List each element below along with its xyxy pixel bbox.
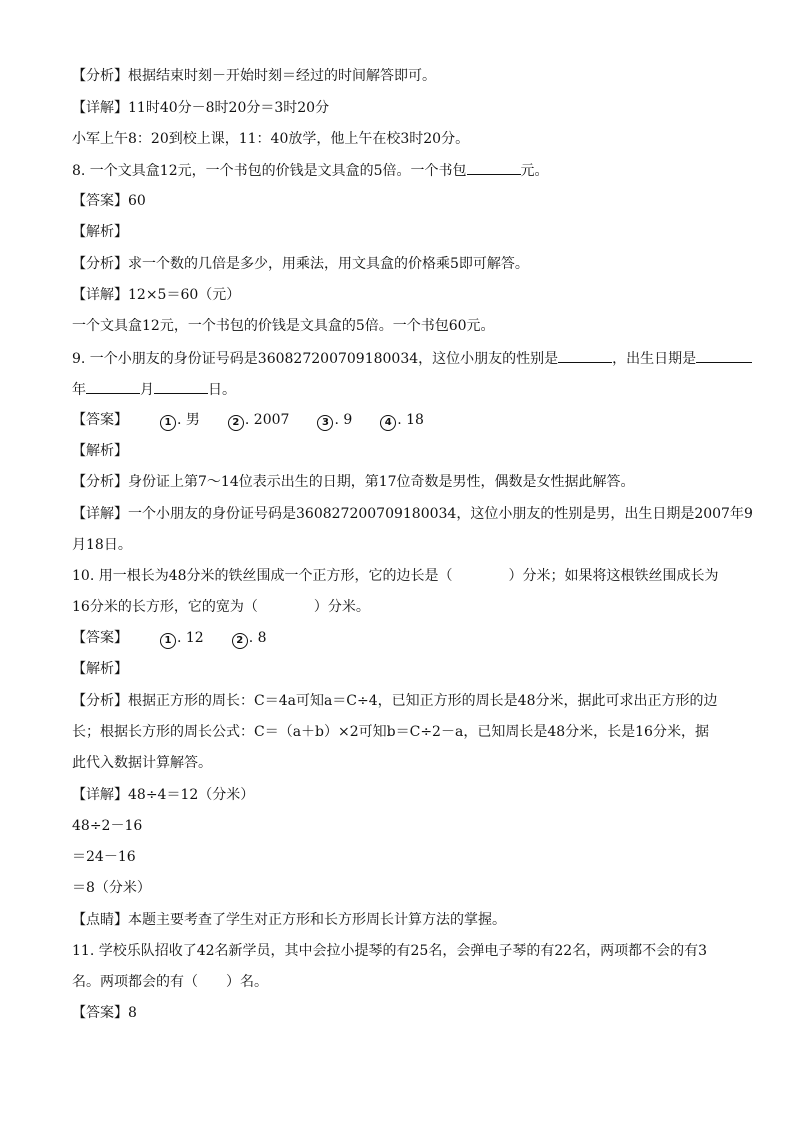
jiexi-tag: 【解析】 (72, 224, 128, 240)
answer-tag: 【答案】 (72, 193, 128, 209)
jiexi-tag: 【解析】 (72, 661, 128, 677)
answer-tag: 【答案】 (72, 412, 128, 428)
q9-stem-text: 9. 一个小朋友的身份证号码是360827200709180034，这位小朋友的性别是 (72, 351, 559, 367)
answer-value: 60 (128, 193, 146, 209)
gender-blank (558, 348, 612, 363)
detail-text: 12×5＝60（元） (128, 287, 241, 303)
month-label: 月 (140, 382, 154, 398)
q10-detail-line-3: ＝24－16 (72, 849, 136, 865)
jiexi-tag: 【解析】 (72, 443, 128, 459)
q8-stem-unit: 元。 (520, 163, 549, 179)
answer-tag: 【答案】 (72, 1005, 128, 1021)
q10-detail-line-4: ＝8（分米） (72, 880, 151, 896)
q11-answer-line (72, 1003, 137, 1023)
q7-analysis-line (72, 66, 436, 86)
q10-detail-line-2: 48÷2－16 (72, 818, 143, 834)
year-label: 年 (72, 382, 86, 398)
day-label: 日。 (208, 382, 236, 398)
q10-analysis-line-2: 长；根据长方形的周长公式：C＝（a＋b）×2可知b＝C÷2－a，已知周长是48分米，长是16分米，据 (72, 724, 709, 740)
q10-stem-line-2: 16分米的长方形，它的宽为（ ）分米。 (72, 599, 370, 615)
q9-jiexi-tag (72, 441, 128, 461)
q11-stem-line-1: 11. 学校乐队招收了42名新学员，其中会拉小提琴的有25名，会弹电子琴的有22名，两项都不会的有3 (72, 943, 708, 959)
q10-jiexi-tag (72, 659, 128, 679)
analysis-text: 根据正方形的周长：C＝4a可知a＝C÷4，已知正方形的周长是48分米，据此可求出正方形的边 (128, 693, 718, 709)
q9-analysis-line (72, 472, 635, 492)
detail-text: 一个小朋友的身份证号码是360827200709180034，这位小朋友的性别是男，出生日期是2007年9 (128, 506, 753, 522)
detail-text: 48÷4＝12（分米） (128, 787, 255, 803)
answer-value: . 8 (248, 630, 267, 646)
q10-stem-line-1: 10. 用一根长为48分米的铁丝围成一个正方形，它的边长是（ ）分米；如果将这根铁丝围成长为 (72, 568, 719, 584)
day-blank (154, 379, 208, 394)
analysis-tag: 【分析】 (72, 256, 128, 272)
q8-answer-line (72, 191, 146, 211)
analysis-text: 求一个数的几倍是多少，用乘法，用文具盒的价格乘5即可解答。 (128, 256, 529, 272)
analysis-tag: 【分析】 (72, 474, 128, 490)
answer-value: 8 (128, 1005, 137, 1021)
comment-tag: 【点睛】 (72, 912, 128, 928)
circled-number: 3 (317, 415, 333, 431)
year-blank (696, 348, 752, 363)
q8-analysis-line (72, 254, 529, 274)
detail-tag: 【详解】 (72, 787, 128, 803)
month-blank (86, 379, 140, 394)
q11-stem-line-2: 名。两项都会的有（ ）名。 (72, 974, 268, 990)
q10-detail-line-1 (72, 785, 254, 805)
q9-detail-line-2: 月18日。 (72, 537, 132, 553)
q9-answer-line (72, 410, 424, 431)
answer-value: . 2007 (244, 412, 290, 428)
q10-analysis-line-1 (72, 691, 717, 711)
q8-detail-line (72, 285, 240, 305)
q9-stem-line-2 (72, 379, 236, 400)
detail-text: 11时40分－8时20分＝3时20分 (128, 100, 330, 116)
q8-stem (72, 160, 549, 181)
circled-number: 1 (160, 415, 176, 431)
analysis-text: 根据结束时刻－开始时刻＝经过的时间解答即可。 (128, 68, 436, 84)
circled-number: 1 (160, 633, 176, 649)
detail-tag: 【详解】 (72, 506, 128, 522)
q7-detail-line (72, 98, 329, 118)
answer-value: . 9 (334, 412, 353, 428)
q8-jiexi-tag (72, 222, 128, 242)
analysis-tag: 【分析】 (72, 68, 128, 84)
answer-tag: 【答案】 (72, 630, 128, 646)
answer-value: . 12 (177, 630, 204, 646)
q8-stem-text: 8. 一个文具盒12元，一个书包的价钱是文具盒的5倍。一个书包 (72, 163, 467, 179)
answer-blank (467, 160, 521, 175)
circled-number: 2 (232, 633, 248, 649)
answer-value: . 男 (177, 412, 200, 428)
q7-conclusion: 小军上午8：20到校上课，11：40放学，他上午在校3时20分。 (72, 131, 470, 147)
q10-comment-line (72, 910, 506, 930)
q9-detail-line (72, 504, 753, 524)
q10-answer-line (72, 628, 267, 649)
q9-stem-line-1 (72, 348, 752, 369)
circled-number: 2 (228, 415, 244, 431)
comment-text: 本题主要考查了学生对正方形和长方形周长计算方法的掌握。 (128, 912, 506, 928)
q8-conclusion: 一个文具盒12元，一个书包的价钱是文具盒的5倍。一个书包60元。 (72, 318, 495, 334)
circled-number: 4 (380, 415, 396, 431)
detail-tag: 【详解】 (72, 287, 128, 303)
analysis-tag: 【分析】 (72, 693, 128, 709)
answer-value: . 18 (397, 412, 424, 428)
analysis-text: 身份证上第7～14位表示出生的日期，第17位奇数是男性，偶数是女性据此解答。 (128, 474, 635, 490)
q9-stem-text-b: ，出生日期是 (612, 351, 697, 367)
q10-analysis-line-3: 此代入数据计算解答。 (72, 755, 212, 771)
detail-tag: 【详解】 (72, 100, 128, 116)
